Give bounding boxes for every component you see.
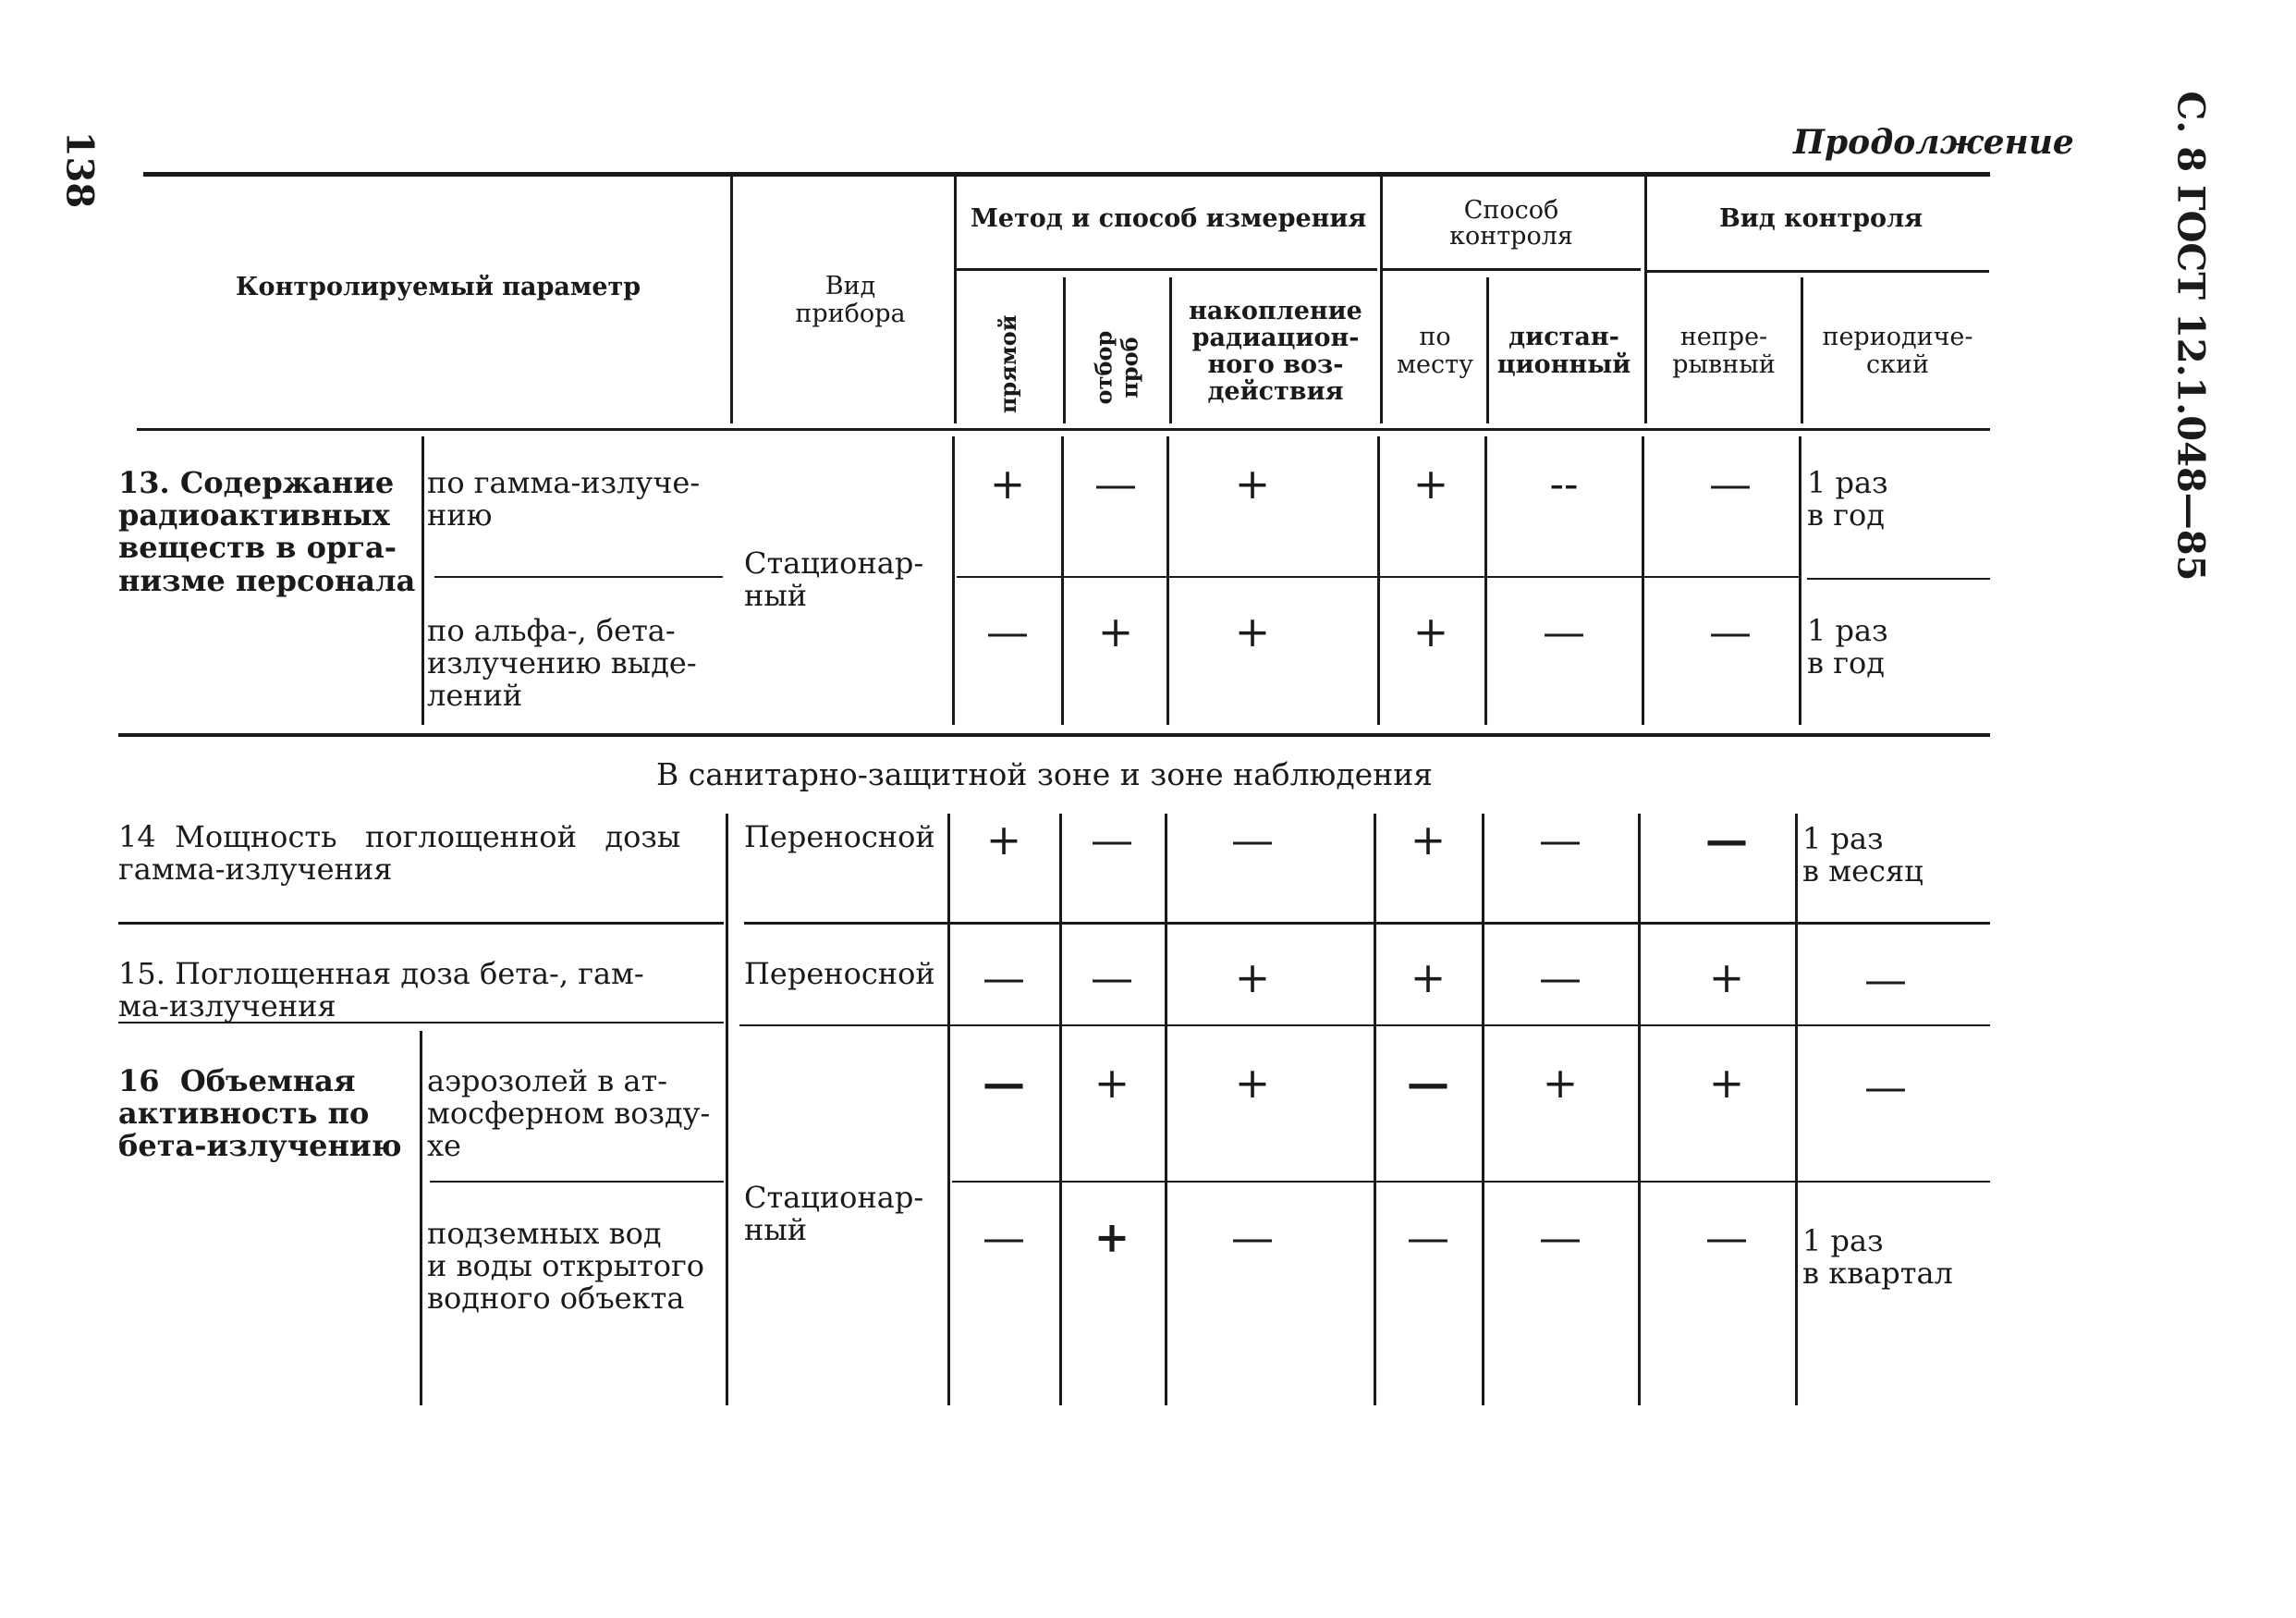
section-heading: В санитарно-защитной зоне и зоне наблюдения (655, 756, 1434, 792)
row15-mark: + (1234, 952, 1271, 1002)
row13b-mark: — (1709, 607, 1752, 656)
row16-sub2: подземных вод и воды открытого водного объекта (427, 1216, 705, 1317)
row13-sub-rule (957, 576, 1800, 578)
row16b-mark: — (1231, 1212, 1274, 1262)
row13a-mark: + (989, 459, 1026, 509)
row16a-mark: + (1234, 1058, 1271, 1108)
header-vline (1486, 277, 1489, 423)
row13a-periodic: 1 раз в год (1807, 465, 1888, 533)
header-device: Вид прибора (795, 272, 906, 329)
row16-device: Стационар- ный (744, 1180, 924, 1248)
row16a-mark: — (1407, 1058, 1449, 1108)
row13b-mark: + (1412, 607, 1449, 656)
row15-mark: + (1708, 952, 1745, 1002)
row16-param: 16 Объемная активность по бета-излучению (118, 1063, 402, 1164)
header-vline (1644, 176, 1647, 423)
row13-vline (1642, 436, 1644, 725)
row13-vline (421, 436, 424, 725)
row15-mark: — (1091, 952, 1133, 1002)
row13a-mark: + (1234, 459, 1271, 509)
header-bottom-rule (137, 428, 1990, 431)
lower-vline (1059, 814, 1062, 1405)
row16a-mark: — (983, 1058, 1025, 1108)
row15-device: Переносной (744, 956, 935, 991)
header-method-group: Метод и способ измерения (971, 204, 1367, 233)
row13-sub-rule (1807, 578, 1990, 580)
row16-sub-rule (430, 1181, 724, 1183)
row16a-mark: + (1093, 1058, 1130, 1108)
method-group-rule (957, 268, 1377, 271)
row15-param: 15. Поглощенная доза бета-, гам- ма-излучения (118, 956, 644, 1024)
header-vline (1063, 277, 1066, 423)
lower-vline (1165, 814, 1167, 1405)
lower-vline (1795, 814, 1798, 1405)
row13a-mark: -- (1549, 459, 1579, 509)
header-way-local: по месту (1397, 323, 1473, 380)
row13a-mark: — (1094, 459, 1137, 509)
row16-vline (420, 1031, 422, 1405)
header-method-sampling: отбор проб (1090, 330, 1142, 405)
row14-mark: — (1539, 815, 1582, 864)
header-vline (1801, 277, 1803, 423)
row14-mark: — (1705, 815, 1748, 864)
row14-mark: — (1231, 815, 1274, 864)
row16a-periodic: — (1864, 1061, 1907, 1111)
header-vline (1169, 277, 1172, 423)
row13-bottom-rule (118, 733, 1990, 737)
row14-periodic: 1 раз в месяц (1802, 821, 1924, 889)
lower-vline (1482, 814, 1484, 1405)
lower-vline (726, 814, 728, 1405)
row13-vline (1484, 436, 1487, 725)
row13b-periodic: 1 раз в год (1807, 613, 1888, 681)
header-type-continuous: непре- рывный (1672, 323, 1776, 380)
header-method-direct: прямой (995, 314, 1022, 414)
header-vline (730, 176, 733, 423)
row13-vline (1377, 436, 1380, 725)
lower-vline (947, 814, 950, 1405)
continuation-label: Продолжение (1793, 123, 2074, 162)
page-number: 138 (57, 130, 102, 209)
row14-bottom-rule (118, 922, 724, 925)
row15-periodic: — (1864, 954, 1907, 1004)
row14-param: 14 Мощность поглощенной дозы гамма-излучения (118, 819, 681, 888)
row16b-mark: + (1093, 1212, 1130, 1262)
row13-vline (1061, 436, 1064, 725)
lower-vline (1638, 814, 1641, 1405)
header-vline (1380, 176, 1383, 423)
row13-param: 13. Содержание радиоактивных веществ в орга- низме персонала (118, 465, 416, 598)
way-group-rule (1382, 268, 1641, 271)
row13-sub1: по гамма-излуче- нию (427, 465, 701, 533)
row16b-mark: — (983, 1212, 1025, 1262)
row16b-mark: — (1705, 1212, 1748, 1262)
row16b-periodic: 1 раз в квартал (1802, 1223, 1953, 1292)
row13-vline (1166, 436, 1169, 725)
header-control-way-group: Способ контроля (1449, 196, 1573, 251)
row13-device: Стационар- ный (744, 545, 924, 614)
header-way-remote: дистан- ционный (1496, 323, 1631, 380)
row14-device: Переносной (744, 819, 935, 854)
row13b-mark: + (1234, 607, 1271, 656)
side-header: С. 8 ГОСТ 12.1.048—85 (2168, 91, 2213, 582)
header-method-accum: накопление радиацион- ного воз- действия (1189, 297, 1362, 407)
row13b-mark: — (986, 607, 1029, 656)
row16b-mark: — (1407, 1212, 1449, 1262)
row16a-mark: + (1542, 1058, 1579, 1108)
header-type-periodic: периодиче- ский (1822, 323, 1973, 380)
row13b-mark: + (1097, 607, 1134, 656)
header-control-type-group: Вид контроля (1718, 204, 1924, 233)
row16b-mark: — (1539, 1212, 1582, 1262)
row13-sub2: по альфа-, бета- излучению выде- лений (427, 613, 697, 714)
type-group-rule (1647, 270, 1989, 273)
row14-mark: — (1091, 815, 1133, 864)
row14-bottom-rule (744, 922, 1990, 925)
header-param: Контролируемый параметр (236, 273, 641, 301)
row14-mark: + (1410, 815, 1447, 864)
row13b-mark: — (1543, 607, 1585, 656)
header-vline (954, 176, 957, 423)
lower-vline (1374, 814, 1376, 1405)
row13-vline (952, 436, 955, 725)
top-rule (143, 172, 1990, 177)
row16-sub1: аэрозолей в ат- мосферном возду- хе (427, 1063, 711, 1164)
row13-sub-rule (434, 576, 723, 578)
row13a-mark: — (1709, 459, 1752, 509)
row14-mark: + (985, 815, 1022, 864)
row13a-mark: + (1412, 459, 1449, 509)
row16-sub-rule (952, 1181, 1990, 1183)
row15-mark: + (1410, 952, 1447, 1002)
row13-vline (1799, 436, 1801, 725)
row15-bottom-rule (739, 1024, 1990, 1026)
row15-mark: — (983, 952, 1025, 1002)
row15-mark: — (1539, 952, 1582, 1002)
row16a-mark: + (1708, 1058, 1745, 1108)
